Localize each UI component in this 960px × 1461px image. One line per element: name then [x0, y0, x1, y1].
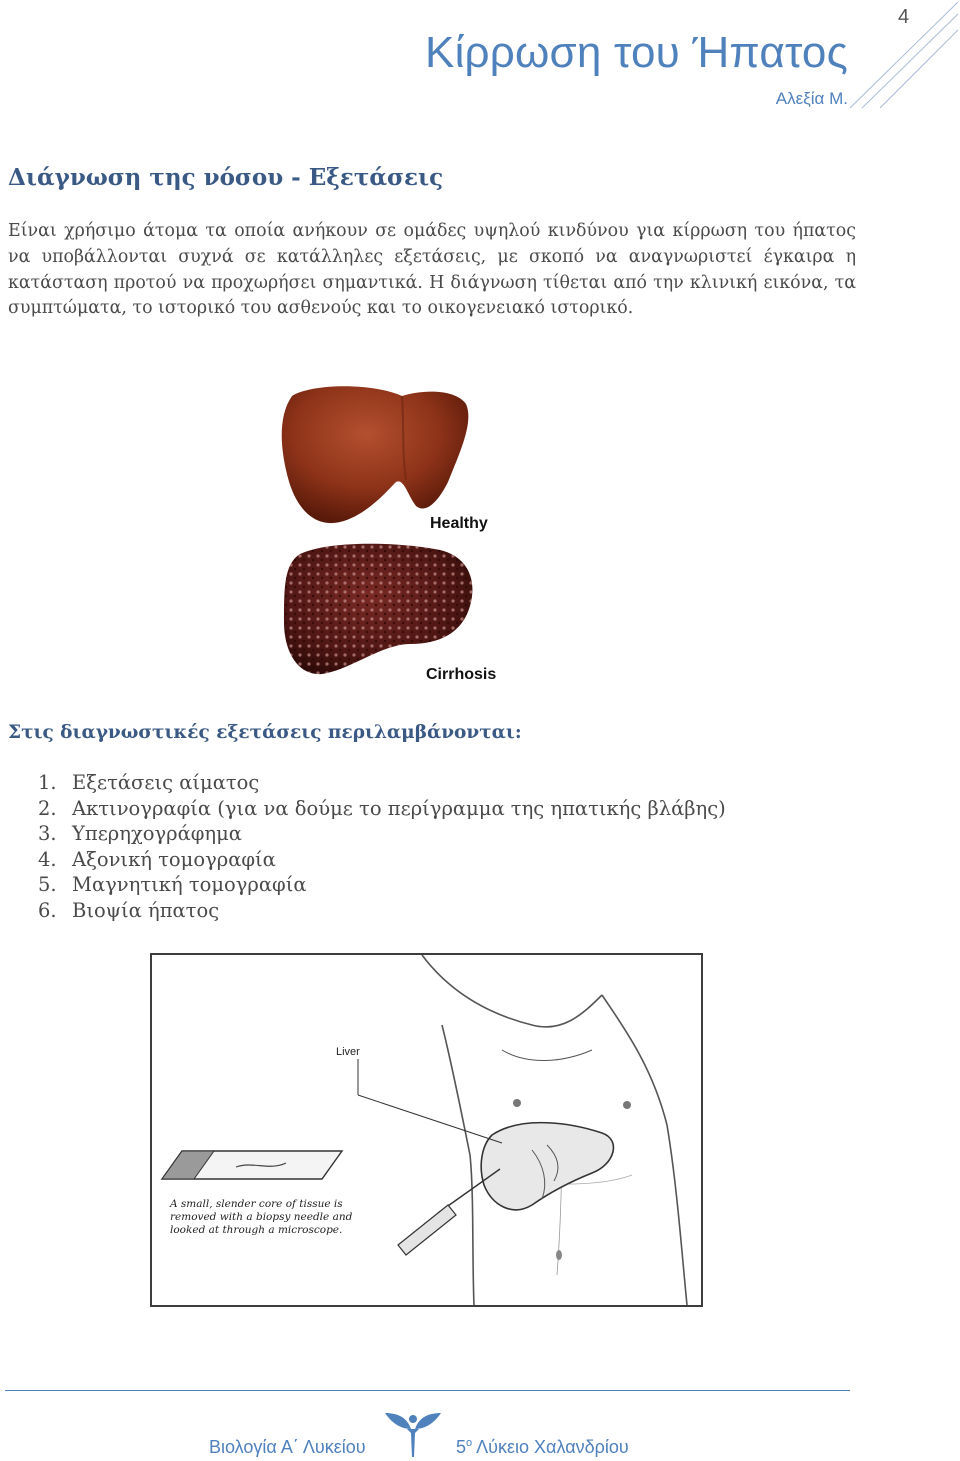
list-item: 3. Υπερηχογράφημα [38, 822, 242, 846]
footer-school: $5^o$ Λύκειο Χαλανδρίου [456, 1437, 629, 1457]
footer-course: Βιολογία Α΄ Λυκείου [209, 1437, 366, 1457]
footer-rule [5, 1390, 850, 1391]
list-item: 4. Αξονική τομογραφία [38, 847, 276, 871]
list-item: 1. Εξετάσεις αίματος [38, 771, 260, 794]
school-logo-icon [383, 1403, 443, 1457]
list-item: 5. Μαγνητική τομογραφία [38, 873, 307, 897]
document-title: Κίρρωση του Ήπατος [425, 28, 848, 77]
intro-paragraph: Είναι χρήσιμο άτομα τα οποία ανήκουν σε ομάδες υψηλού κινδύνου για κίρρωση του ήπατος να υποβάλλονται συχνά σε κατάλληλες εξετάσεις, με σκοπό να αναγνωριστεί έγκαιρα η κατάσταση προτού να προχωρήσει σημαντικά. Η διάγνωση τίθεται από την κλινική εικόνα, τα συμπτώματα, το ιστορικό του ασθενούς και το οικογενειακό ιστορικό. [8, 221, 856, 319]
liver-comparison-figure [270, 382, 520, 692]
healthy-liver-image [282, 386, 469, 523]
torso-liver [481, 1123, 613, 1210]
liver-biopsy-figure [150, 953, 703, 1307]
microscope-slide [162, 1151, 342, 1179]
list-item: 6. Βιοψία ήπατος [38, 898, 220, 922]
cirrhosis-label: Cirrhosis [426, 666, 497, 683]
page-number: 4 [898, 6, 910, 28]
healthy-label: Healthy [430, 515, 488, 532]
cirrhosis-liver-image [284, 544, 472, 674]
section-heading-diagnosis: Διάγνωση της νόσου - Εξετάσεις [8, 164, 444, 191]
biopsy-illustration [152, 955, 701, 1305]
section-heading-tests: Στις διαγνωστικές εξετάσεις περιλαμβάνονται: [8, 722, 522, 743]
list-item: 2. Ακτινογραφία (για να δούμε το περίγραμμα της ηπατικής βλάβης) [38, 796, 726, 820]
liver-label: Liver [336, 1046, 360, 1058]
tests-list [38, 770, 726, 924]
biopsy-caption: A small, slender core of tissue is removed with a biopsy needle and looked at through a microscope. [170, 1198, 353, 1236]
document-author: Αλεξία Μ. [775, 89, 848, 108]
corner-decoration [840, 0, 960, 110]
